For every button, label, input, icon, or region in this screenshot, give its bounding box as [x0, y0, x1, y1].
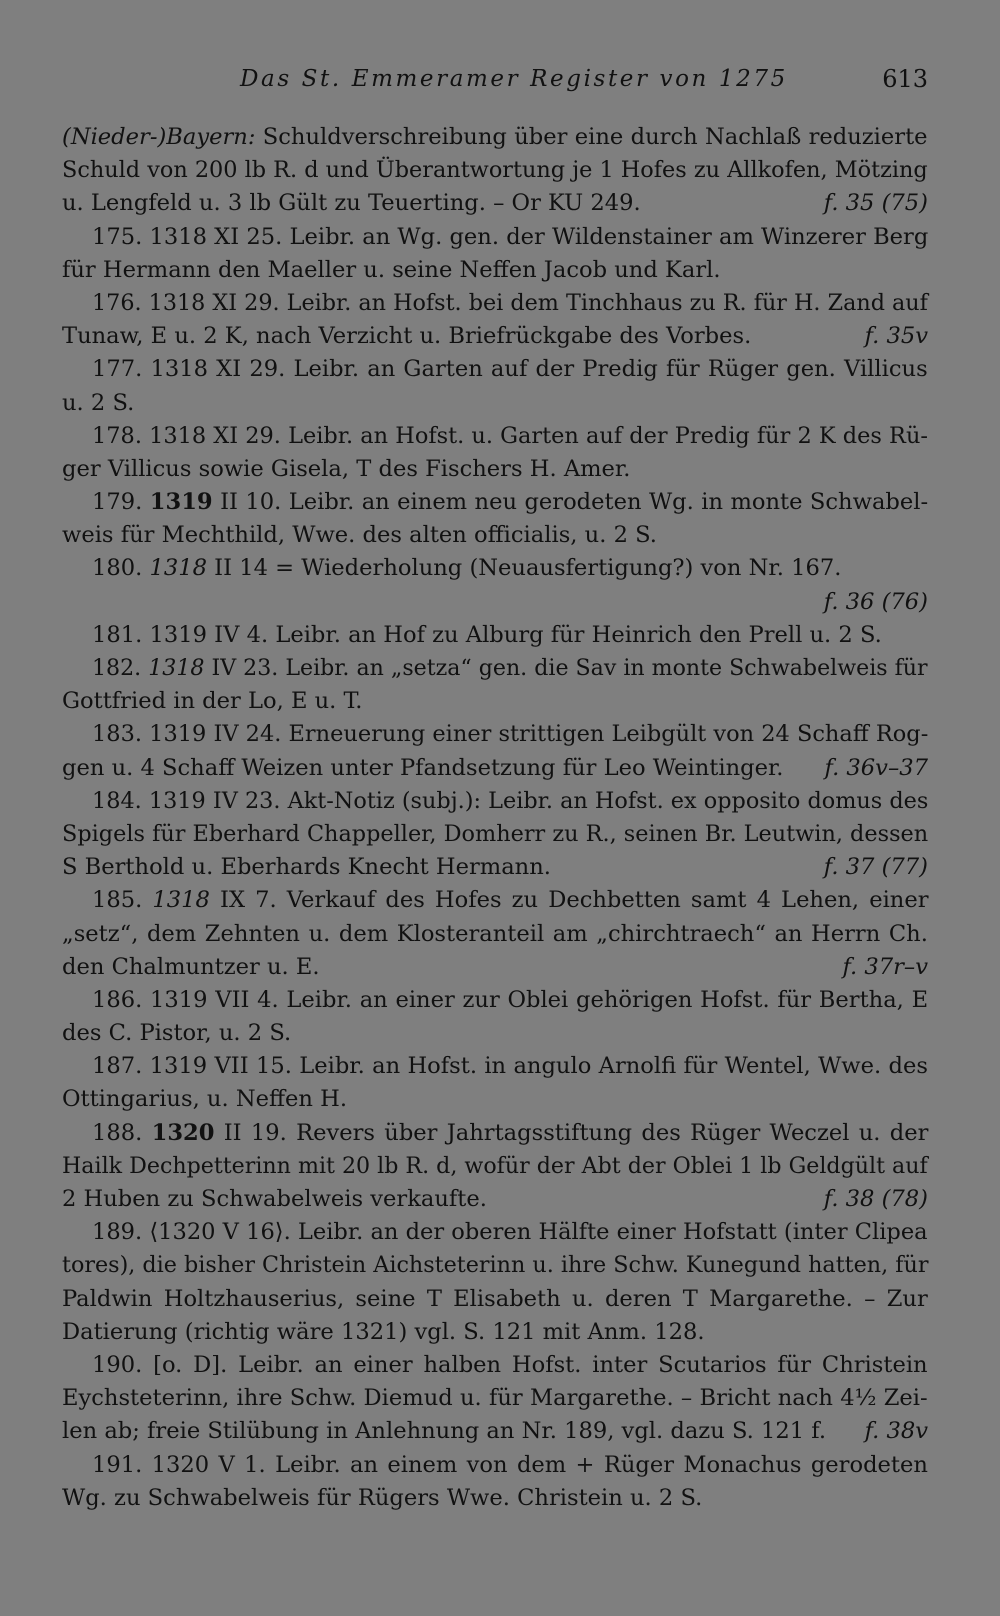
text-segment: Tunaw, E u. 2 K, nach Verzicht u. Briefrückgabe des Vorbes. [62, 323, 752, 350]
entry-first-line [62, 785, 928, 818]
line-text [92, 353, 928, 386]
text-segment: 188. [92, 1119, 152, 1146]
page-header [62, 62, 928, 102]
text-segment: 180. [92, 555, 150, 582]
text-segment: 176. 1318 XI 29. Leibr. an Hofst. bei dem Tinchhaus zu R. für H. Zand auf [92, 289, 928, 316]
text-segment: IX 7. Verkauf des Hofes zu Dechbetten samt 4 Lehen, einer [209, 887, 929, 914]
text-segment: Ottingarius, u. Neffen H. [62, 1086, 348, 1113]
text-segment: 177. 1318 XI 29. Leibr. an Garten auf der Predig für Rüger gen. Villicus [92, 356, 928, 383]
text-segment: Eychsteterinn, ihre Schw. Diemud u. für Margarethe. – Bricht nach 4½ Zei- [62, 1385, 928, 1412]
text-segment: 175. 1318 XI 25. Leibr. an Wg. gen. der Wildenstainer am Winzerer Berg [92, 223, 929, 250]
line-text [62, 320, 751, 353]
text-segment: weis für Mechthild, Wwe. des alten officialis, u. 2 S. [62, 522, 657, 549]
entry-first-line [62, 1117, 928, 1150]
line-text [92, 1117, 928, 1150]
entry-first-line [62, 718, 928, 751]
entry-first-line [62, 486, 928, 519]
text-segment: Wg. zu Schwabelweis für Rügers Wwe. Christein u. 2 S. [62, 1484, 703, 1511]
text-segment: II 19. Revers über Jahrtagsstiftung des Rüger Weczel u. der [214, 1119, 929, 1146]
entry-first-line [62, 221, 928, 254]
text-segment: 183. 1319 IV 24. Erneuerung einer strittigen Leibgült von 24 Schaff Rog- [92, 721, 929, 748]
text-segment: gen u. 4 Schaff Weizen unter Pfandsetzung für Leo Weintinger. [62, 754, 784, 781]
register-text [62, 121, 928, 1515]
text-line [62, 685, 928, 718]
text-line [62, 121, 928, 154]
text-segment: 2 Huben zu Schwabelweis verkaufte. [62, 1186, 487, 1212]
italic-text: 1318 [149, 555, 207, 582]
line-text [92, 1050, 928, 1083]
text-line [62, 453, 928, 486]
text-segment: 179. [92, 489, 150, 516]
line-text [62, 951, 320, 984]
text-segment: 186. 1319 VII 4. Leibr. an einer zur Oblei gehörigen Hofst. für Bertha, E [92, 986, 929, 1013]
entry-first-line [62, 652, 928, 685]
line-text [62, 1482, 702, 1515]
text-segment: u. Lengfeld u. 3 lb Gült zu Teuerting. – Or KU 249. [62, 190, 641, 217]
folio-reference: f. 35 (75) [823, 190, 928, 217]
text-line [62, 951, 928, 984]
line-text [62, 752, 783, 785]
text-segment: 189. ⟨1320 V 16⟩. Leibr. an der oberen Hälfte einer Hofstatt (inter Clipea [92, 1219, 928, 1246]
line-text [92, 652, 928, 685]
line-text [92, 718, 928, 751]
line-text [92, 552, 841, 585]
text-line [62, 519, 928, 552]
line-text [62, 453, 630, 486]
line-text [62, 1283, 928, 1316]
line-text [62, 851, 551, 884]
line-text [62, 519, 657, 552]
text-segment: Datierung (richtig wäre 1321) vgl. S. 121 mit Anm. 128. [62, 1318, 705, 1345]
text-segment: für Hermann den Maeller u. seine Neffen Jacob und Karl. [62, 256, 721, 283]
entry-first-line [62, 984, 928, 1017]
line-text [62, 1316, 705, 1349]
italic-text: 1318 [152, 887, 210, 914]
page-number: 613 [882, 65, 928, 93]
line-text [62, 685, 362, 718]
text-segment: Paldwin Holtzhauserius, seine T Elisabeth u. deren T Margarethe. – Zur [62, 1285, 928, 1312]
entry-first-line [62, 884, 928, 917]
line-text [92, 1216, 928, 1249]
text-segment: II 10. Leibr. an einem neu gerodeten Wg. in monte Schwabel- [212, 489, 929, 516]
text-line [62, 154, 928, 187]
line-text [62, 918, 928, 951]
folio-reference: f. 38 (78) [823, 1186, 928, 1212]
entry-first-line [62, 287, 928, 320]
bold-year: 1320 [151, 1119, 215, 1146]
line-text [62, 1249, 928, 1282]
text-segment: 190. [o. D]. Leibr. an einer halben Hofst. inter Scutarios für Christein [92, 1351, 928, 1378]
italic-text: 1318 [148, 655, 205, 681]
text-segment: Schuld von 200 lb R. d und Überantwortung je 1 Hofes zu Allkofen, Mötzing [62, 157, 928, 184]
entry-first-line [62, 619, 928, 652]
text-line [62, 1415, 928, 1448]
text-segment: IV 23. Leibr. an „setza“ gen. die Sav in monte Schwabelweis für [204, 655, 928, 681]
text-segment: ger Villicus sowie Gisela, T des Fischers H. Amer. [62, 455, 631, 482]
text-line [62, 1083, 928, 1116]
line-text [62, 154, 928, 187]
folio-reference: f. 36v–37 [824, 754, 928, 781]
line-text [92, 486, 928, 519]
text-line [62, 387, 928, 420]
entry-first-line [62, 552, 928, 585]
text-segment: Schuldverschreibung über eine durch Nachlaß reduzierte [255, 124, 928, 150]
line-text [92, 1449, 928, 1482]
line-text [92, 785, 928, 818]
text-segment: 185. [92, 887, 153, 914]
line-text [62, 387, 134, 420]
text-segment: u. 2 S. [62, 389, 135, 416]
text-line [62, 1316, 928, 1349]
text-line [62, 1382, 928, 1415]
text-segment: „setz“, dem Zehnten u. dem Klosteranteil am „chirchtraech“ an Herrn Ch. [62, 920, 928, 947]
bold-year: 1319 [149, 489, 213, 516]
folio-reference: f. 36 (76) [823, 588, 928, 615]
entry-first-line [62, 1050, 928, 1083]
entry-first-line [62, 353, 928, 386]
folio-reference: f. 37 (77) [823, 854, 928, 881]
line-text [92, 884, 929, 917]
text-segment: 191. 1320 V 1. Leibr. an einem von dem + Rüger Monachus gerodeten [92, 1451, 928, 1478]
text-line [62, 752, 928, 785]
text-line [62, 1017, 928, 1050]
text-line [62, 254, 928, 287]
text-segment: des C. Pistor, u. 2 S. [62, 1020, 292, 1047]
text-line [62, 586, 928, 619]
line-text [92, 1349, 928, 1382]
italic-text: (Nieder-)Bayern: [62, 124, 256, 150]
text-line [62, 851, 928, 884]
line-text [62, 121, 928, 154]
line-text [92, 221, 928, 254]
text-segment: Gottfried in der Lo, E u. T. [62, 688, 363, 715]
line-text [92, 984, 928, 1017]
folio-reference: f. 35v [864, 323, 928, 350]
text-line [62, 818, 928, 851]
text-segment: 182. [92, 655, 149, 681]
text-segment: den Chalmuntzer u. E. [62, 953, 320, 980]
entry-first-line [62, 1216, 928, 1249]
text-segment: II 14 = Wiederholung (Neuausfertigung?) von Nr. 167. [207, 555, 842, 582]
text-segment: tores), die bisher Christein Aichsteterinn u. ihre Schw. Kunegund hatten, für [62, 1252, 929, 1279]
entry-first-line [62, 1349, 928, 1382]
line-text [62, 1083, 347, 1116]
text-segment: 187. 1319 VII 15. Leibr. an Hofst. in angulo Arnolfi für Wentel, Wwe. des [92, 1053, 928, 1080]
text-segment: len ab; freie Stilübung in Anlehnung an Nr. 189, vgl. dazu S. 121 f. [62, 1418, 827, 1445]
line-text [62, 1017, 291, 1050]
text-segment: 178. 1318 XI 29. Leibr. an Hofst. u. Garten auf der Predig für 2 K des Rü- [92, 422, 928, 449]
text-line [62, 1249, 928, 1282]
line-text [62, 254, 721, 287]
running-title: Das St. Emmeramer Register von 1275 [240, 66, 788, 92]
text-line [62, 1482, 928, 1515]
text-line [62, 187, 928, 220]
folio-reference: f. 37r–v [842, 953, 928, 980]
line-text [62, 1382, 928, 1415]
line-text [62, 1415, 826, 1448]
text-line [62, 918, 928, 951]
text-segment: Hailk Dechpetterinn mit 20 lb R. d, wofür der Abt der Oblei 1 lb Geldgült auf [62, 1152, 928, 1179]
line-text [92, 619, 882, 652]
text-segment: S Berthold u. Eberhards Knecht Hermann. [62, 854, 551, 881]
text-line [62, 1183, 928, 1216]
text-segment: 184. 1319 IV 23. Akt-Notiz (subj.): Leibr. an Hofst. ex opposito domus des [92, 787, 929, 814]
entry-first-line [62, 1449, 928, 1482]
line-text [92, 420, 928, 453]
text-line [62, 1150, 928, 1183]
folio-reference: f. 38v [864, 1418, 928, 1445]
text-line [62, 1283, 928, 1316]
line-text [62, 1183, 487, 1216]
text-segment: 181. 1319 IV 4. Leibr. an Hof zu Alburg für Heinrich den Prell u. 2 S. [92, 621, 882, 648]
text-line [62, 320, 928, 353]
line-text [92, 287, 928, 320]
text-segment: Spigels für Eberhard Chappeller, Domherr zu R., seinen Br. Leutwin, dessen [62, 820, 929, 847]
line-text [62, 187, 641, 220]
line-text [62, 1150, 928, 1183]
entry-first-line [62, 420, 928, 453]
line-text [62, 818, 928, 851]
